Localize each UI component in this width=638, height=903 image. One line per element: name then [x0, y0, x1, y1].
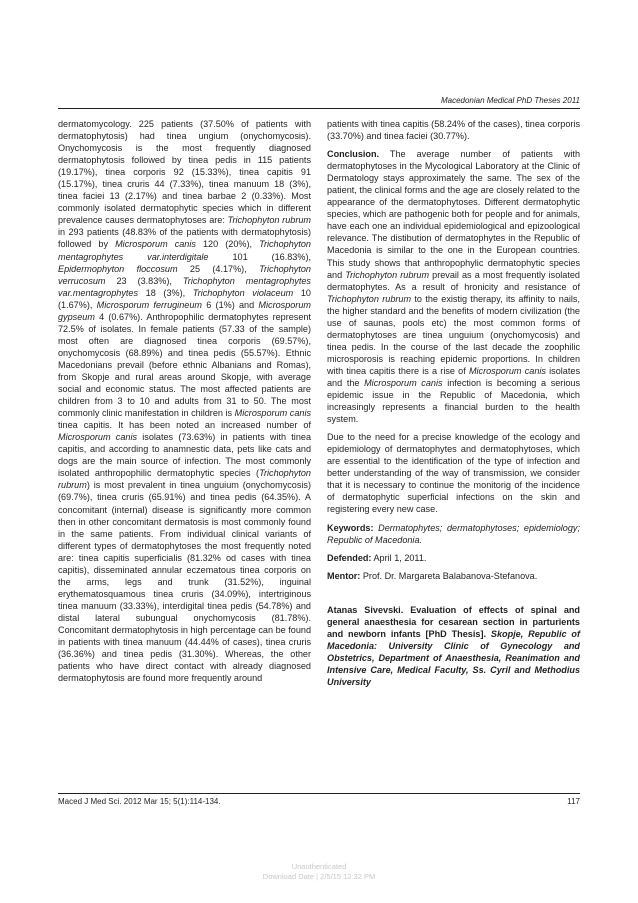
right-column — [327, 118, 580, 694]
body-text: 25 (4.17%), — [177, 263, 260, 274]
body-text: 4 (0.67%). Anthropophilic dermatophytes represent 72.5% of isolates. In female patients (57.33 of the sample) most often are diagnosed tinea corporis (69.57%), onychomycosis (68.89%) and tinea pedis (55.57%). Ethnic Macedonians prevail (before ethnic Albanians and Romas), from Skopje and rural areas around Skopje, with average social and economic status. The most affected patients are children from 3 to 10 and adults from 31 to 50. The most commonly clinic manifestation in children is — [58, 311, 311, 419]
conclusion-text: isolates and the — [327, 365, 580, 388]
species-name: Trichophyton rubrum — [345, 269, 430, 280]
body-text: in 293 patients (48.83% of the patients with dermatophytosis) followed by — [58, 227, 311, 250]
keywords-paragraph — [327, 522, 580, 546]
body-text: 120 (20%), — [195, 239, 260, 250]
defended-label: Defended: — [327, 552, 372, 563]
body-text: tinea capitis. It has been noted an increased number of — [58, 420, 311, 431]
conclusion-text: infection is becoming a serious epidemic issue in the Republic of Macedonia, which increasingly represents a financial burden to the health system. — [327, 377, 581, 425]
species-name: Microsporum canis — [58, 432, 138, 443]
species-name: Trichophyton rubrum — [58, 468, 311, 491]
species-name: Epidermophyton floccosum — [58, 263, 178, 274]
species-name: Microsporum gypseum — [58, 299, 311, 322]
body-text: 10 (1.67%), — [58, 287, 311, 310]
body-text: dermatomycology. 225 patients (37.50% of patients with dermatophytosis) had tinea ungium (onychomycosis). Onychomycosis is the most frequently diagnosed dermatophytosis followed by tinea pedis in 115 patients (19.17%), tinea corporis 92 (15.33%), tinea capitis 91 (15.17%), tinea cruris 44 (7.33%), tinea manuum 18 (3%), tinea faciei 13 (2.17%) and tinea barbae 2 (0.33%). Most commonly isolated dermatophytic species which in different prevalence causes dermatophytoses are: — [58, 119, 311, 226]
species-name: Trichophyton mentagrophytes var.mentagrophytes — [58, 275, 311, 298]
download-watermark — [0, 862, 638, 882]
defended-date: April 1, 2011. — [371, 552, 427, 563]
species-name: Microsporum canis — [364, 377, 443, 388]
conclusion-text: The average number of patients with dermatophytoses in the Mycological Laboratory at the Clinic of Dermatology stays approximately the same. The sex of the patient, the clinical forms and the age are closely related to the appearance of the dermatophytoses. Different dermatophytic species, which are pathogenic both for people and for animals, have each one an individual epidemiological and epizoological relevance. The distibution of dermatophytes in the Republic of Macedonia is similar to the one in the European countries. This study shows that anthropophylic dermatophytic species and — [327, 149, 580, 280]
results-continued-paragraph: patients with tinea capitis (58.24% of the cases), tinea corporis (33.70%) and tinea faciei (30.77%). — [327, 119, 580, 142]
conclusion-label: Conclusion. — [327, 149, 380, 160]
watermark-line: Unauthenticated — [291, 862, 347, 871]
defended-paragraph — [327, 552, 580, 564]
left-column — [58, 118, 311, 684]
body-text: 18 (3%), — [138, 287, 193, 298]
mentor-name: Prof. Dr. Margareta Balabanova-Stefanova. — [360, 570, 538, 581]
recommendation-paragraph: Due to the need for a precise knowledge of the ecology and epidemiology of dermatophytes and dermatophytoses, which are essential to the identification of the type of infection and better understanding of the way of transmission, we consider that it is necessary to continue the monitorig of the incidence of dermatophytic superficial infections on the skin and registering every new case. — [327, 432, 580, 515]
species-name: Trichophyton verrucosum — [58, 263, 311, 286]
species-name: Trichophyton violaceum — [192, 287, 294, 298]
left-column-text — [58, 118, 311, 684]
conclusion-paragraph — [327, 148, 580, 425]
watermark-line: Download Date | 2/5/15 12:32 PM — [262, 872, 376, 881]
conclusion-text: prevail as a most frequently isolated dermatophytes. As a result of hronicity and resistance of — [327, 269, 580, 292]
footer-rule — [58, 793, 580, 794]
keywords-text: Dermatophytes; dermatophytoses; epidemiology; Republic of Macedonia. — [327, 522, 580, 545]
next-thesis-citation — [327, 604, 580, 688]
body-text: 23 (3.83%), — [105, 275, 183, 286]
species-name: Microsporum ferrugineum — [96, 299, 202, 310]
thesis-institution: Skopje, Republic of Macedonia: University Clinic of Gynecology and Obstetrics, Department of Anaesthesia, Reanimation and Intensive Care, Medical Faculty, Ss. Cyril and Methodius University — [327, 628, 580, 687]
species-name: Trichophyton rubrum — [227, 215, 311, 226]
body-text: isolates (73.63%) in patients with tinea capitis, and according to anamnestic data, pets like cats and dogs are the main source of infection. The most commonly isolated anthropophilic dermatophytic species ( — [58, 432, 312, 479]
page-number: 117 — [567, 797, 580, 806]
journal-citation: Maced J Med Sci. 2012 Mar 15; 5(1):114-134. — [58, 797, 221, 806]
conclusion-text: to the existig therapy, its affinity to nails, the higher standard and the benefits of modern civilization (the use of saunas, pools etc) the most common forms of dermatophytoses are tinea unguium (onychomycosis) and tinea pedis. In the course of the last decade the zoophilic microsporosis is reaching epidemic proportions. In children with tinea capitis there is a rise of — [327, 293, 580, 376]
species-name: Microsporum canis — [115, 239, 196, 250]
body-text: 6 (1%) and — [201, 299, 259, 310]
species-name: Trichophyton rubrum — [327, 293, 412, 304]
running-head: Macedonian Medical PhD Theses 2011 — [440, 96, 580, 105]
body-text: 101 (16.83%), — [208, 251, 311, 262]
keywords-label: Keywords: — [327, 522, 374, 533]
thesis-title: Atanas Sivevski. Evaluation of effects of spinal and general anaesthesia for cesarean section in parturients and newborn infants [PhD Thesis]. — [327, 604, 580, 639]
body-text: ) is most prevalent in tinea unguium (onychomycosis) (69.7%), tinea cruris (65.91%) and tinea pedis (64.35%). A concomitant (internal) disease is significantly more common then in other concomitant dermatosis is most commonly found in the same patients. From individual clinical variants of different types of dermatophytoses the most frequently noted are: tinea capitis superficialis (81.32% od cases with tinea capitis), disseminated annular eczematous tinea corporis on the arms, legs and trunk (31.52%), inguinal erythematosquamous tinea cruris (34.09%), intertriginous tinea manuum (33.33%), interdigital tinea pedis (54.78%) and distal lateral subungual onychomycosis (81.78%). Concomitant dermatophytosis in high percentage can be found in patients with tinea manuum (44.44% of cases), tinea cruris (36.36%) and tinea pedis (31.30%). Whereas, the other patients who have direct contact with already diagnosed dermatophytosis are found more frequently around — [58, 480, 311, 684]
header-rule — [58, 108, 580, 109]
species-name: Trichophyton mentagrophytes var.interdigitale — [58, 239, 311, 262]
mentor-paragraph — [327, 570, 580, 582]
species-name: Microsporum canis — [234, 408, 312, 419]
species-name: Microsporum canis — [468, 365, 546, 376]
mentor-label: Mentor: — [327, 570, 361, 581]
